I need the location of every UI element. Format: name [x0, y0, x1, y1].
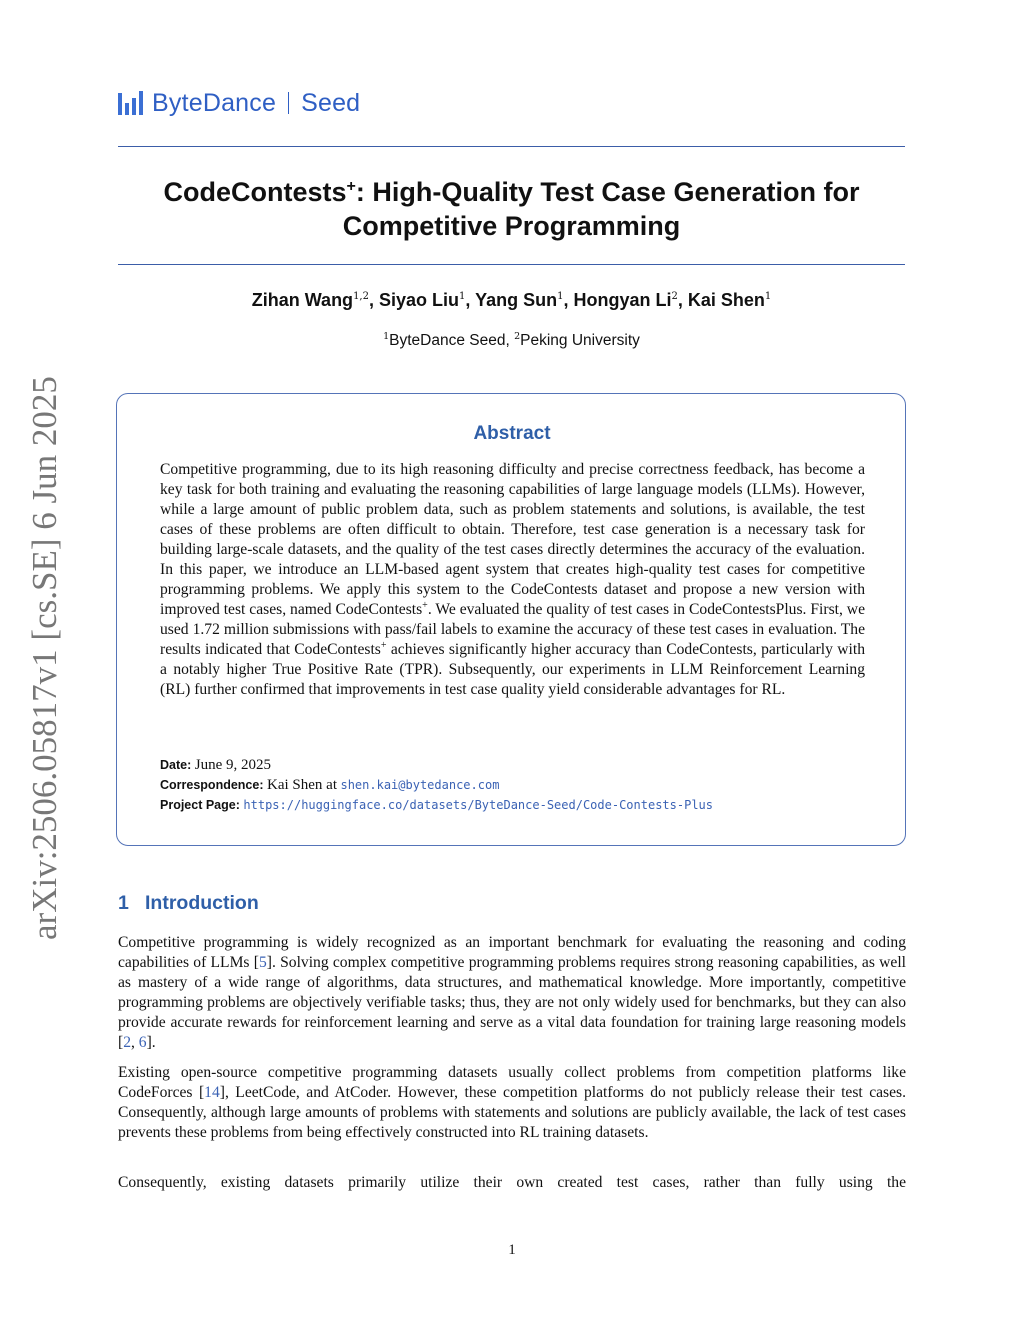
affil-name: ByteDance Seed,: [389, 332, 510, 350]
date-label: Date:: [160, 758, 192, 772]
p1-end: ].: [146, 1034, 156, 1051]
author-name: Yang Sun: [475, 290, 558, 310]
intro-paragraph-3: Consequently, existing datasets primarily utilize their own created test cases, rather than fully using the: [118, 1174, 906, 1191]
date-value: June 9, 2025: [194, 757, 272, 773]
top-rule: [118, 146, 905, 147]
affil-name: Peking University: [520, 332, 640, 350]
citation-link[interactable]: 6: [138, 1034, 147, 1051]
correspondence-value: Kai Shen at: [267, 777, 337, 793]
section-heading-introduction: [118, 892, 259, 915]
bytedance-seed-logo: [118, 88, 360, 118]
author-name: Kai Shen: [687, 290, 765, 310]
affil-sup: 1: [383, 331, 390, 342]
correspondence-email-link[interactable]: shen.kai@bytedance.com: [340, 778, 500, 792]
author-affil-sup: 2: [671, 291, 678, 302]
section-number: 1: [118, 892, 129, 914]
p1-text-a: Competitive programming is widely recognized as an important benchmark for evaluating the reasoning and coding capabilities of LLMs [: [118, 934, 906, 971]
logo-division-text: Seed: [301, 88, 361, 117]
abstract-sup-2: +: [380, 639, 387, 651]
meta-date: [160, 755, 865, 776]
intro-paragraph-2: [118, 1063, 906, 1143]
author-affil-sup: 1: [764, 291, 772, 302]
p2-text-a: Existing open-source competitive programming datasets usually collect problems from competition platforms like CodeForces [: [118, 1064, 906, 1101]
section-title: Introduction: [145, 892, 259, 914]
author-name: Siyao Liu: [378, 290, 459, 310]
logo-brand-text: ByteDance: [152, 88, 277, 117]
author-affil-sup: 1: [459, 291, 466, 302]
title-bottom-rule: [118, 264, 905, 265]
abstract-text-1: Competitive programming, due to its high reasoning difficulty and precise correctness feedback, has become a key task for both training and evaluating the reasoning capabilities of large language models (LLMs). However, while a large amount of public problem data, such as problem statements and solutions, is available, the test cases of these problems are often difficult to obtain. Therefore, test case generation is a necessary task for building large-scale datasets, and the quality of the test cases directly determines the accuracy of the evaluation. In this paper, we introduce an LLM-based agent system that creates high-quality test cases for competitive programming problems. We apply this system to the CodeContests dataset and propose a new version with improved test cases, named CodeContests: [160, 461, 865, 618]
paper-title: [118, 170, 905, 243]
project-page-label: Project Page:: [160, 798, 240, 812]
citation-link[interactable]: 5: [258, 954, 267, 971]
title-main: CodeContests: [163, 177, 347, 207]
correspondence-label: Correspondence:: [160, 778, 264, 792]
page-number: 1: [508, 1242, 516, 1258]
author-name: Hongyan Li: [573, 290, 672, 310]
abstract-body: [160, 460, 865, 700]
intro-paragraph-1: [118, 933, 906, 1053]
arxiv-identifier: arXiv:2506.05817v1 [cs.SE] 6 Jun 2025: [25, 376, 64, 940]
author-list: Zihan Wang$^{1,2}$, Siyao Liu$^1$, Yang Sun$^1$, Hongyan Li$^2$, Kai Shen$^1$: [251, 290, 772, 310]
bytedance-logo-icon: [118, 91, 143, 115]
p1-sep: ,: [131, 1034, 139, 1051]
logo-divider: [288, 92, 289, 114]
citation-link[interactable]: 14: [204, 1084, 220, 1101]
p2-text-b: ], LeetCode, and AtCoder. However, these competition platforms do not publicly release their test cases. Consequently, although large amounts of problems with statements and solutions are publicly available, the lack of test cases prevents these problems from being effectively constructed into RL training datasets.: [118, 1084, 906, 1141]
citation-link[interactable]: 2: [123, 1034, 131, 1051]
project-page-link[interactable]: https://huggingface.co/datasets/ByteDance-Seed/Code-Contests-Plus: [243, 798, 713, 812]
abstract-text-3: achieves significantly higher accuracy than CodeContests, particularly with a notably higher True Positive Rate (TPR). Subsequently, our experiments in LLM Reinforcement Learning (RL) further confirmed that improvements in test case quality yield considerable advantages for RL.: [160, 641, 865, 698]
meta-project-page: [160, 795, 865, 816]
affiliations: [118, 331, 905, 350]
title-sup: +: [346, 178, 356, 195]
title-rest-line1: : High-Quality Test Case Generation for: [355, 177, 860, 207]
abstract-text-2: . We evaluated the quality of test cases in CodeContestsPlus. First, we used 1.72 million submissions with pass/fail labels to examine the accuracy of these test cases in evaluation. The results indicated that CodeContests: [160, 601, 865, 658]
abstract-heading: Abstract: [473, 423, 551, 444]
abstract-sup-1: +: [422, 599, 428, 611]
author-affil-sup: 1: [557, 291, 564, 302]
affil-sup: 2: [514, 331, 521, 342]
title-line2: Competitive Programming: [342, 211, 681, 241]
p1-text-b: ]. Solving complex competitive programming problems requires strong reasoning capabilities, as well as mastery of a wide range of algorithms, data structures, and mathematical knowledge. More importantly, competitive programming problems are objectively verifiable tasks; thus, they are not only widely used for benchmarks, but they can also provide accurate rewards for reinforcement learning and serve as a vital data foundation for training large reasoning models [: [118, 954, 906, 1051]
author-name: Zihan Wang: [251, 290, 354, 310]
author-affil-sup: 1,2: [353, 291, 369, 302]
meta-correspondence: [160, 775, 865, 796]
